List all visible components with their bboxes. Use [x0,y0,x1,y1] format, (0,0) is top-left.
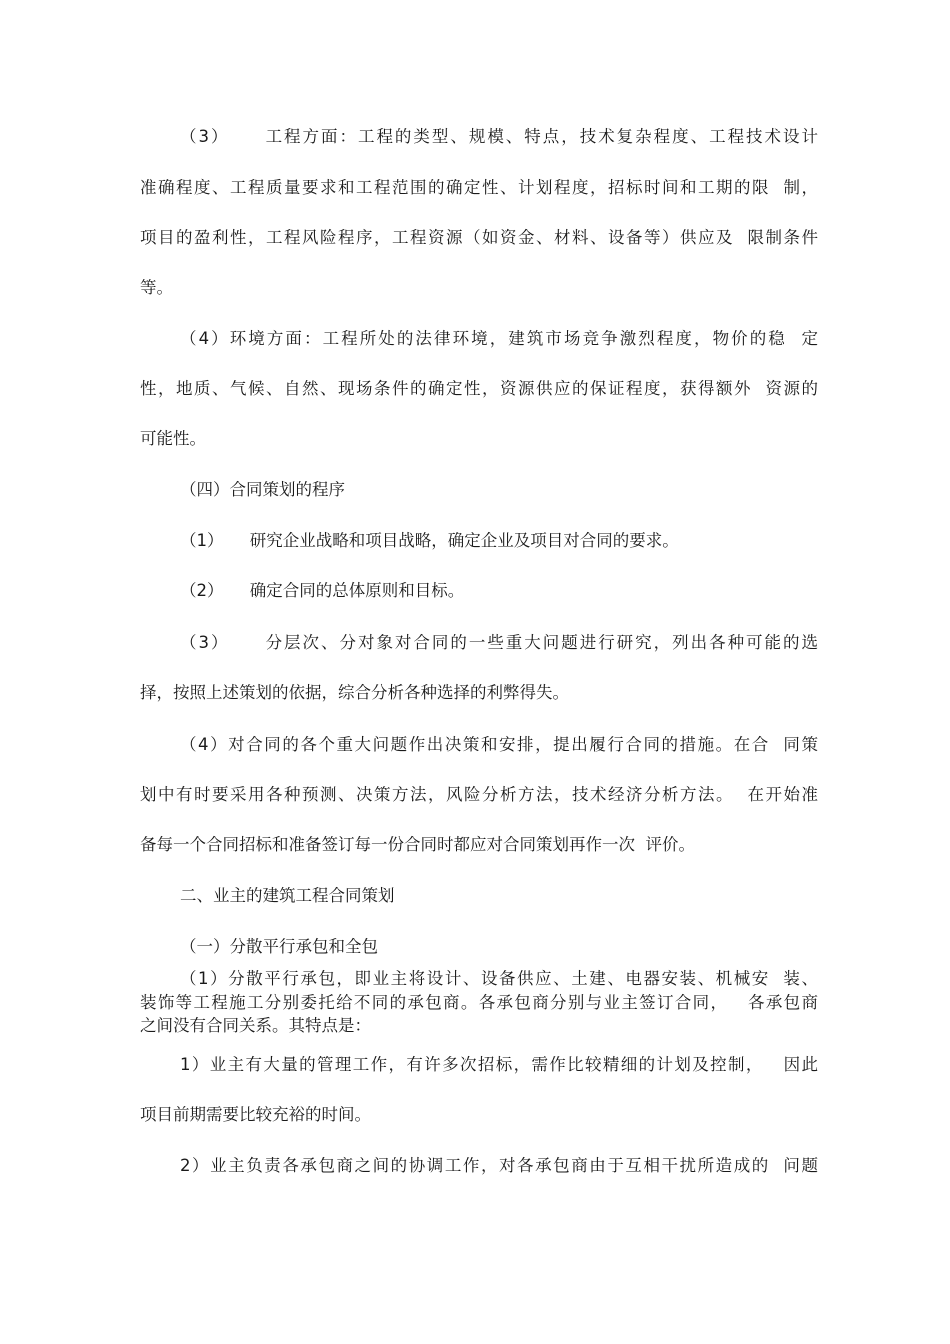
feature-1-line-2: 项目前期需要比较充裕的时间。 [140,1105,371,1124]
procedure-step-4-line-1: （4）对合同的各个重大问题作出决策和安排，提出履行合同的措施。在合 同策 [180,735,818,754]
paragraph-environment-line-2: 性，地质、气候、自然、现场条件的确定性，资源供应的保证程度，获得额外 资源的 [140,379,818,398]
paragraph-parallel-contracting-line-1: （1）分散平行承包，即业主将设计、设备供应、土建、电器安装、机械安 装、 [180,969,818,988]
procedure-step-4-line-2: 划中有时要采用各种预测、决策方法，风险分析方法，技术经济分析方法。 在开始准 [140,785,818,804]
procedure-step-4-line-3: 备每一个合同招标和准备签订每一份合同时都应对合同策划再作一次 评价。 [140,835,695,854]
procedure-step-3-line-2: 择，按照上述策划的依据，综合分析各种选择的利弊得失。 [140,683,569,702]
paragraph-engineering-line-1: （3） 工程方面：工程的类型、规模、特点，技术复杂程度、工程技术设计 [180,127,818,146]
procedure-step-1: （1） 研究企业战略和项目战略，确定企业及项目对合同的要求。 [180,531,679,550]
procedure-step-2: （2） 确定合同的总体原则和目标。 [180,581,465,600]
paragraph-engineering-line-4: 等。 [140,278,173,297]
paragraph-parallel-contracting-line-2: 装饰等工程施工分别委托给不同的承包商。各承包商分别与业主签订合同， 各承包商 [140,993,818,1012]
feature-1-line-1: 1）业主有大量的管理工作，有许多次招标，需作比较精细的计划及控制， 因此 [180,1055,818,1074]
procedure-step-3-line-1: （3） 分层次、分对象对合同的一些重大问题进行研究，列出各种可能的选 [180,633,818,652]
paragraph-engineering-line-2: 准确程度、工程质量要求和工程范围的确定性、计划程度，招标时间和工期的限 制， [140,178,818,197]
paragraph-parallel-contracting-line-3: 之间没有合同关系。其特点是： [140,1016,371,1035]
paragraph-engineering-line-3: 项目的盈利性，工程风险程序，工程资源（如资金、材料、设备等）供应及 限制条件 [140,228,818,247]
feature-2-line-1: 2）业主负责各承包商之间的协调工作，对各承包商由于互相干扰所造成的 问题 [180,1156,818,1175]
part-heading-owner-contract-planning: 二、业主的建筑工程合同策划 [180,886,395,905]
paragraph-environment-line-3: 可能性。 [140,429,206,448]
section-heading-contract-planning-procedure: （四）合同策划的程序 [180,480,345,499]
paragraph-environment-line-1: （4）环境方面：工程所处的法律环境，建筑市场竞争激烈程度，物价的稳 定 [180,329,818,348]
subsection-heading-parallel-contracting: （一）分散平行承包和全包 [180,937,378,956]
